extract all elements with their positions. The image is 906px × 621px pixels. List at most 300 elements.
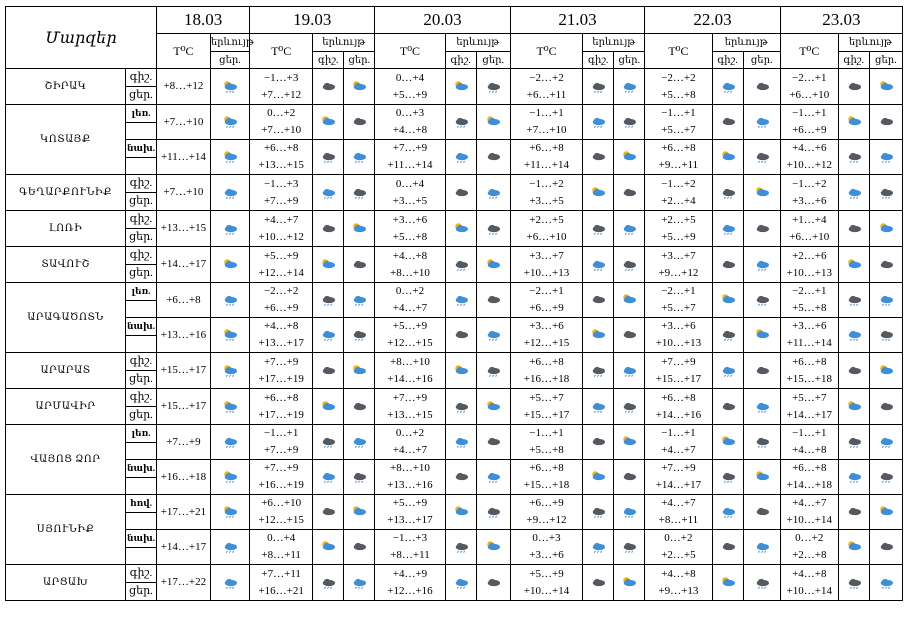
- night-phenomenon-cell: [313, 460, 344, 495]
- dark-cloud-icon: [452, 328, 470, 342]
- day-phenomenon-cell: [344, 425, 375, 460]
- night-phenomenon-cell: [838, 389, 869, 425]
- night-temp: +3…+6: [392, 213, 428, 226]
- phenomenon-cell: [210, 175, 249, 211]
- night-phenomenon-cell: [712, 69, 743, 105]
- day-phenomenon-cell: [743, 565, 780, 601]
- night-temp: +6…+8: [529, 462, 564, 474]
- temperature-cell: [250, 211, 313, 247]
- day-phenomenon-cell: [344, 211, 375, 247]
- dark-cloud-rain-icon: [753, 293, 771, 307]
- night-phenomenon-cell: [313, 353, 344, 389]
- temperature-cell: [510, 565, 582, 601]
- sun-cloud-icon: [319, 400, 337, 414]
- temperature-cell: [780, 460, 838, 495]
- night-temp: +6…+8: [792, 355, 827, 368]
- dark-cloud-icon: [452, 470, 470, 484]
- day-temp: +8…+11: [390, 549, 430, 561]
- day-temp: +17…+21: [160, 505, 207, 518]
- night-temp: 0…+4: [395, 177, 425, 190]
- sun-cloud-rain-icon: [221, 80, 239, 94]
- day-phenomenon-cell: [476, 211, 510, 247]
- night-temp: +7…+9: [263, 355, 299, 368]
- day-phenomenon-cell: [344, 105, 375, 140]
- night-phenomenon-cell: [712, 565, 743, 601]
- night-temp: +4…+7: [661, 497, 696, 509]
- temperature-cell: [250, 425, 313, 460]
- night-phenomenon-cell: [445, 530, 476, 565]
- sun-cloud-rain-icon: [221, 115, 239, 129]
- region-name: ԼՈՌԻ: [6, 211, 126, 247]
- night-phenomenon-cell: [712, 460, 743, 495]
- region-name: ՍՅՈՒՆԻՔ: [6, 495, 126, 565]
- night-temp: −1…+3: [263, 177, 299, 190]
- phenomenon-column-header: երևույթ: [313, 34, 375, 52]
- day-phenomenon-cell: [614, 565, 645, 601]
- day-temp: +6…+8: [166, 293, 201, 306]
- night-phenomenon-cell: [838, 140, 869, 175]
- day-part-label: [126, 460, 157, 478]
- night-phenomenon-cell: [583, 69, 614, 105]
- day-temp: +13…+16: [160, 328, 207, 341]
- dark-cloud-icon: [753, 222, 771, 236]
- night-phenomenon-cell: [712, 425, 743, 460]
- phenomenon-cell: [210, 460, 249, 495]
- day-phenomenon-cell: [476, 318, 510, 353]
- night-phenomenon-cell: [445, 69, 476, 105]
- day-temp: +7…+10: [261, 124, 302, 136]
- dark-cloud-rain-icon: [452, 258, 470, 272]
- day-temp: +10…+12: [786, 159, 832, 171]
- night-temp: +5…+7: [792, 391, 827, 404]
- cloud-rain-icon: [221, 293, 239, 307]
- day-phenomenon-cell: [476, 389, 510, 425]
- day-phenomenon-cell: [869, 175, 902, 211]
- dark-cloud-icon: [719, 115, 737, 129]
- temperature-cell: [510, 175, 582, 211]
- temperature-cell: [780, 247, 838, 283]
- dark-cloud-icon: [719, 400, 737, 414]
- night-phenomenon-cell: [313, 247, 344, 283]
- dark-cloud-rain-icon: [719, 328, 737, 342]
- temperature-cell: [645, 175, 712, 211]
- dark-cloud-rain-icon: [620, 400, 638, 414]
- temperature-cell: [375, 460, 445, 495]
- day-phenomenon-cell: [344, 69, 375, 105]
- night-temp: 0…+4: [395, 71, 425, 84]
- day-temp: +10…+14: [523, 584, 570, 597]
- day-phenomenon-cell: [614, 530, 645, 565]
- cloud-rain-icon: [620, 80, 638, 94]
- temperature-cell: [157, 353, 211, 389]
- dark-cloud-rain-icon: [753, 150, 771, 164]
- temperature-cell: [645, 389, 712, 425]
- night-temp: +6…+8: [263, 142, 299, 154]
- temperature-cell: [375, 69, 445, 105]
- day-temp: +15…+17: [160, 400, 207, 412]
- day-temp: +9…+12: [526, 514, 567, 526]
- temperature-cell: [250, 318, 313, 353]
- day-temp: +5…+8: [392, 230, 428, 243]
- day-part-label: [126, 495, 157, 513]
- cloud-rain-icon: [589, 400, 607, 414]
- day-phenomenon-cell: [476, 495, 510, 530]
- temperature-cell: [780, 105, 838, 140]
- night-phenomenon-cell: [583, 247, 614, 283]
- dark-cloud-rain-icon: [753, 576, 771, 590]
- phenomenon-cell: [210, 140, 249, 175]
- night-phenomenon-cell: [583, 565, 614, 601]
- temperature-cell: [510, 318, 582, 353]
- dark-cloud-rain-icon: [845, 435, 863, 449]
- day-temp: +13…+15: [258, 159, 304, 171]
- night-temp: +3…+7: [661, 249, 696, 262]
- table-row: [6, 247, 903, 265]
- temperature-cell: [645, 69, 712, 105]
- temperature-cell: [645, 460, 712, 495]
- day-phenomenon-cell: [476, 460, 510, 495]
- night-phenomenon-cell: [313, 211, 344, 247]
- temperature-cell: [645, 105, 712, 140]
- dark-cloud-icon: [350, 400, 368, 414]
- temperature-cell: [510, 389, 582, 425]
- phenomenon-cell: [210, 318, 249, 353]
- day-phenomenon-cell: [869, 565, 902, 601]
- day-temp: +16…+21: [258, 584, 304, 597]
- day-phenomenon-cell: [476, 353, 510, 389]
- dark-cloud-icon: [877, 400, 895, 414]
- day-phenomenon-cell: [476, 565, 510, 601]
- table-row: [6, 140, 903, 158]
- forecast-table: [5, 6, 903, 601]
- table-row: [6, 318, 903, 336]
- temperature-cell: [157, 140, 211, 175]
- temperature-cell: [250, 530, 313, 565]
- cloud-rain-icon: [319, 328, 337, 342]
- temperature-cell: [645, 318, 712, 353]
- phenomenon-column-header: երևույթ: [445, 34, 510, 52]
- dark-cloud-icon: [319, 222, 337, 236]
- temperature-cell: [157, 318, 211, 353]
- region-name: ՇԻՐԱԿ: [6, 69, 126, 105]
- dark-cloud-icon: [620, 470, 638, 484]
- temperature-cell: [375, 211, 445, 247]
- dark-cloud-rain-icon: [877, 186, 895, 200]
- night-phenomenon-cell: [445, 140, 476, 175]
- day-phenomenon-cell: [869, 211, 902, 247]
- subregion-label: լեռ.: [131, 108, 151, 118]
- night-phenomenon-cell: [712, 175, 743, 211]
- sun-cloud-icon: [484, 540, 502, 554]
- night-phenomenon-cell: [838, 495, 869, 530]
- night-phenomenon-cell: [313, 425, 344, 460]
- day-phenomenon-cell: [476, 283, 510, 318]
- temperature-cell: [645, 425, 712, 460]
- sun-cloud-icon: [753, 186, 771, 200]
- temperature-cell: [157, 425, 211, 460]
- date-header: 18.03: [157, 7, 250, 34]
- night-temp: −1…+2: [529, 177, 564, 190]
- temperature-cell: [780, 318, 838, 353]
- cloud-rain-icon: [753, 115, 771, 129]
- day-phenomenon-cell: [743, 247, 780, 283]
- night-temp: −2…+1: [661, 285, 696, 297]
- cloud-rain-icon: [484, 470, 502, 484]
- cloud-rain-icon: [319, 470, 337, 484]
- night-temp: +4…+6: [792, 142, 827, 154]
- phenomenon-cell: [210, 389, 249, 425]
- day-phenomenon-cell: [869, 460, 902, 495]
- temperature-cell: [780, 353, 838, 389]
- night-temp: +6…+8: [661, 142, 696, 154]
- day-temp: +11…+14: [524, 159, 570, 171]
- day-temp: +14…+17: [786, 408, 832, 421]
- day-temp: +8…+11: [658, 514, 699, 526]
- sun-cloud-icon: [620, 435, 638, 449]
- temperature-cell: [250, 389, 313, 425]
- day-part-label: ցեր.: [126, 87, 157, 105]
- day-temp: +4…+7: [392, 302, 428, 314]
- night-temp: −1…+1: [529, 107, 564, 119]
- day-temp: +14…+17: [160, 258, 207, 270]
- day-part-label: գիշ.: [126, 565, 157, 583]
- day-part-label: [126, 105, 157, 123]
- dark-cloud-rain-icon: [845, 293, 863, 307]
- temperature-cell: [645, 211, 712, 247]
- cloud-rain-icon: [350, 293, 368, 307]
- day-temp: +10…+12: [258, 230, 304, 243]
- day-temp: +12…+14: [258, 266, 304, 279]
- day-temp: +3…+5: [392, 194, 428, 207]
- day-phenomenon-cell: [743, 69, 780, 105]
- phenomenon-cell: [210, 69, 249, 105]
- dark-cloud-icon: [845, 80, 863, 94]
- sun-cloud-icon: [350, 364, 368, 378]
- cloud-rain-icon: [350, 150, 368, 164]
- night-temp: −1…+1: [263, 427, 299, 439]
- dark-cloud-icon: [484, 576, 502, 590]
- night-phenomenon-cell: [838, 460, 869, 495]
- temperature-cell: [510, 247, 582, 283]
- date-header: 23.03: [780, 7, 902, 34]
- night-subheader: գիշ.: [712, 52, 743, 69]
- day-temp: +14…+17: [160, 540, 207, 553]
- table-row: [6, 530, 903, 548]
- cloud-rain-icon: [877, 150, 895, 164]
- dark-cloud-icon: [484, 293, 502, 307]
- table-row: [6, 175, 903, 193]
- day-phenomenon-cell: [869, 140, 902, 175]
- night-phenomenon-cell: [583, 175, 614, 211]
- cloud-rain-icon: [589, 540, 607, 554]
- sun-cloud-icon: [319, 258, 337, 272]
- day-temp: +14…+17: [655, 479, 702, 491]
- cloud-rain-icon: [589, 258, 607, 272]
- day-temp: +17…+19: [258, 372, 304, 385]
- night-phenomenon-cell: [445, 495, 476, 530]
- day-phenomenon-cell: [344, 318, 375, 353]
- sun-cloud-icon: [845, 400, 863, 414]
- day-phenomenon-cell: [743, 105, 780, 140]
- night-phenomenon-cell: [583, 530, 614, 565]
- day-temp: +10…+14: [786, 584, 832, 597]
- night-phenomenon-cell: [583, 283, 614, 318]
- day-temp: +17…+19: [258, 408, 304, 421]
- day-phenomenon-cell: [743, 353, 780, 389]
- night-temp: −2…+2: [661, 71, 696, 84]
- night-phenomenon-cell: [838, 353, 869, 389]
- dark-cloud-rain-icon: [350, 186, 368, 200]
- table-row: [6, 460, 903, 478]
- cloud-rain-icon: [753, 258, 771, 272]
- sun-cloud-icon: [350, 505, 368, 519]
- day-temp: +3…+6: [529, 549, 564, 561]
- day-part-label: գիշ.: [126, 69, 157, 87]
- night-temp: +5…+9: [529, 567, 564, 580]
- temperature-cell: [510, 353, 582, 389]
- night-phenomenon-cell: [712, 389, 743, 425]
- sun-cloud-icon: [845, 258, 863, 272]
- day-temp: +8…+12: [163, 80, 204, 92]
- night-temp: +2…+5: [661, 213, 696, 226]
- cloud-rain-icon: [452, 293, 470, 307]
- phenomenon-cell: [210, 105, 249, 140]
- day-temp: +15…+17: [523, 408, 570, 421]
- region-name: ՎԱՅՈՑ ՁՈՐ: [6, 425, 126, 495]
- night-phenomenon-cell: [445, 105, 476, 140]
- cloud-rain-icon: [350, 576, 368, 590]
- day-phenomenon-cell: [743, 283, 780, 318]
- dark-cloud-rain-icon: [484, 222, 502, 236]
- dark-cloud-rain-icon: [589, 364, 607, 378]
- day-phenomenon-cell: [614, 140, 645, 175]
- day-temp: +2…+4: [661, 194, 696, 207]
- region-name: ԱՐՄԱՎԻՐ: [6, 389, 126, 425]
- temperature-cell: [157, 211, 211, 247]
- dark-cloud-icon: [877, 115, 895, 129]
- temperature-cell: [375, 530, 445, 565]
- night-temp: +6…+8: [263, 391, 299, 404]
- temperature-cell: [250, 247, 313, 283]
- night-temp: +4…+7: [792, 497, 827, 509]
- temperature-cell: [375, 389, 445, 425]
- temperature-cell: [510, 69, 582, 105]
- day-part-label: ցեր.: [126, 229, 157, 247]
- dark-cloud-rain-icon: [877, 328, 895, 342]
- dark-cloud-icon: [845, 222, 863, 236]
- phenomenon-cell: [210, 425, 249, 460]
- sun-cloud-icon: [452, 222, 470, 236]
- dark-cloud-icon: [620, 328, 638, 342]
- day-subheader: ցեր.: [614, 52, 645, 69]
- day-part-label: ցեր.: [126, 265, 157, 283]
- dark-cloud-rain-icon: [589, 222, 607, 236]
- temp-column-header: T⁰C: [780, 34, 838, 69]
- night-temp: +4…+9: [392, 567, 428, 580]
- temperature-cell: [780, 565, 838, 601]
- temperature-cell: [157, 530, 211, 565]
- date-header: 19.03: [250, 7, 375, 34]
- day-phenomenon-cell: [743, 318, 780, 353]
- night-phenomenon-cell: [712, 247, 743, 283]
- phenomenon-column-header: երևույթ: [838, 34, 902, 52]
- table-row: [6, 495, 903, 513]
- table-row: [6, 353, 903, 371]
- day-phenomenon-cell: [344, 175, 375, 211]
- temperature-cell: [375, 105, 445, 140]
- sun-cloud-rain-icon: [221, 150, 239, 164]
- day-part-label: [126, 123, 157, 140]
- cloud-rain-icon: [484, 186, 502, 200]
- temperature-cell: [510, 530, 582, 565]
- temperature-cell: [645, 140, 712, 175]
- day-part-label: ցեր.: [126, 583, 157, 601]
- dark-cloud-rain-icon: [484, 364, 502, 378]
- temperature-cell: [780, 69, 838, 105]
- day-phenomenon-cell: [344, 389, 375, 425]
- temperature-cell: [780, 175, 838, 211]
- night-temp: +4…+7: [263, 213, 299, 226]
- date-header: 22.03: [645, 7, 781, 34]
- cloud-rain-icon: [719, 364, 737, 378]
- sun-cloud-icon: [350, 222, 368, 236]
- day-phenomenon-cell: [344, 283, 375, 318]
- night-temp: −1…+3: [263, 71, 299, 84]
- night-phenomenon-cell: [313, 69, 344, 105]
- night-phenomenon-cell: [583, 353, 614, 389]
- night-temp: −2…+2: [263, 285, 299, 297]
- day-phenomenon-cell: [614, 425, 645, 460]
- day-phenomenon-cell: [344, 530, 375, 565]
- day-temp: +8…+10: [390, 266, 430, 279]
- day-part-label: գիշ.: [126, 175, 157, 193]
- sun-cloud-icon: [719, 150, 737, 164]
- sun-cloud-icon: [589, 328, 607, 342]
- sun-cloud-icon: [620, 150, 638, 164]
- phenomenon-cell: [210, 211, 249, 247]
- regions-header: Մարզեր: [6, 7, 157, 69]
- sun-cloud-rain-icon: [221, 470, 239, 484]
- dark-cloud-rain-icon: [319, 293, 337, 307]
- dark-cloud-rain-icon: [845, 150, 863, 164]
- day-temp: +10…+13: [655, 337, 702, 349]
- table-row: [6, 105, 903, 123]
- day-temp: +11…+14: [387, 159, 433, 171]
- night-phenomenon-cell: [838, 105, 869, 140]
- day-temp: +16…+19: [258, 479, 304, 491]
- day-temp: +4…+7: [392, 444, 428, 456]
- dark-cloud-icon: [350, 115, 368, 129]
- sun-cloud-icon: [753, 328, 771, 342]
- region-name: ԱՐԱՐԱՏ: [6, 353, 126, 389]
- temperature-cell: [375, 565, 445, 601]
- night-phenomenon-cell: [838, 211, 869, 247]
- temp-column-header: T⁰C: [645, 34, 712, 69]
- night-temp: +7…+9: [392, 142, 428, 154]
- night-phenomenon-cell: [838, 530, 869, 565]
- subregion-label: լեռ.: [131, 428, 151, 438]
- day-phenomenon-cell: [869, 425, 902, 460]
- day-phenomenon-cell: [614, 389, 645, 425]
- day-temp: +7…+9: [166, 435, 201, 448]
- dark-cloud-icon: [753, 364, 771, 378]
- region-name: ԱՐՑԱԽ: [6, 565, 126, 601]
- cloud-rain-icon: [845, 328, 863, 342]
- day-subheader: ցեր.: [476, 52, 510, 69]
- phenomenon-cell: [210, 247, 249, 283]
- day-temp: +11…+14: [786, 337, 832, 349]
- dark-cloud-rain-icon: [620, 258, 638, 272]
